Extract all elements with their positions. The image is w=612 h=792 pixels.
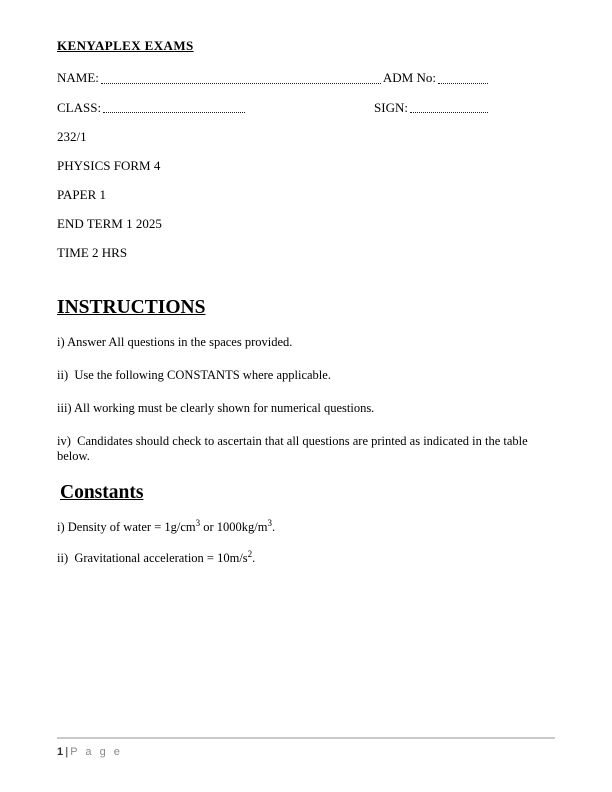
page-footer	[57, 737, 555, 758]
constant-text: or 1000kg/m	[200, 520, 268, 535]
constant-text: ii) Gravitational acceleration = 10m/s	[57, 551, 248, 566]
instruction-item: i) Answer All questions in the spaces provided.	[57, 335, 293, 350]
class-blank-line	[103, 100, 245, 113]
constant-superscript: 2	[247, 549, 253, 560]
name-adm-row	[57, 70, 555, 86]
term-line: END TERM 1 2025	[57, 216, 162, 232]
instruction-item: iv) Candidates should check to ascertain that all questions are printed as indicated in the table below.	[57, 434, 531, 464]
constant-superscript: 3	[195, 518, 201, 529]
exam-title: KENYAPLEX EXAMS	[57, 38, 194, 53]
instruction-item: iii) All working must be clearly shown for numerical questions.	[57, 401, 375, 416]
footer-page-word: P a g e	[70, 746, 123, 758]
name-blank-line	[101, 71, 381, 84]
page-number: 1	[57, 746, 64, 758]
footer-separator: |	[65, 746, 69, 758]
constant-superscript: 3	[267, 518, 272, 529]
time-line: TIME 2 HRS	[57, 245, 128, 261]
subject-line: PHYSICS FORM 4	[57, 158, 161, 174]
adm-label: ADM No:	[382, 70, 436, 85]
sign-blank-line	[410, 100, 488, 113]
constant-item	[57, 551, 555, 566]
instruction-item: ii) Use the following CONSTANTS where applicable.	[57, 368, 331, 383]
constant-item	[57, 520, 555, 535]
constant-text: i) Density of water = 1g/cm	[57, 520, 196, 535]
adm-blank-line	[438, 71, 488, 84]
constant-text: .	[271, 520, 276, 535]
instructions-heading: INSTRUCTIONS	[57, 297, 206, 319]
constant-text: .	[252, 551, 256, 566]
class-label: CLASS:	[57, 99, 102, 115]
class-sign-row	[57, 100, 555, 116]
paper-code: 232/1	[57, 129, 87, 145]
constants-heading: Constants	[60, 482, 144, 504]
sign-label: SIGN:	[374, 99, 408, 115]
paper-number-line: PAPER 1	[57, 187, 107, 203]
name-label: NAME:	[57, 70, 99, 85]
